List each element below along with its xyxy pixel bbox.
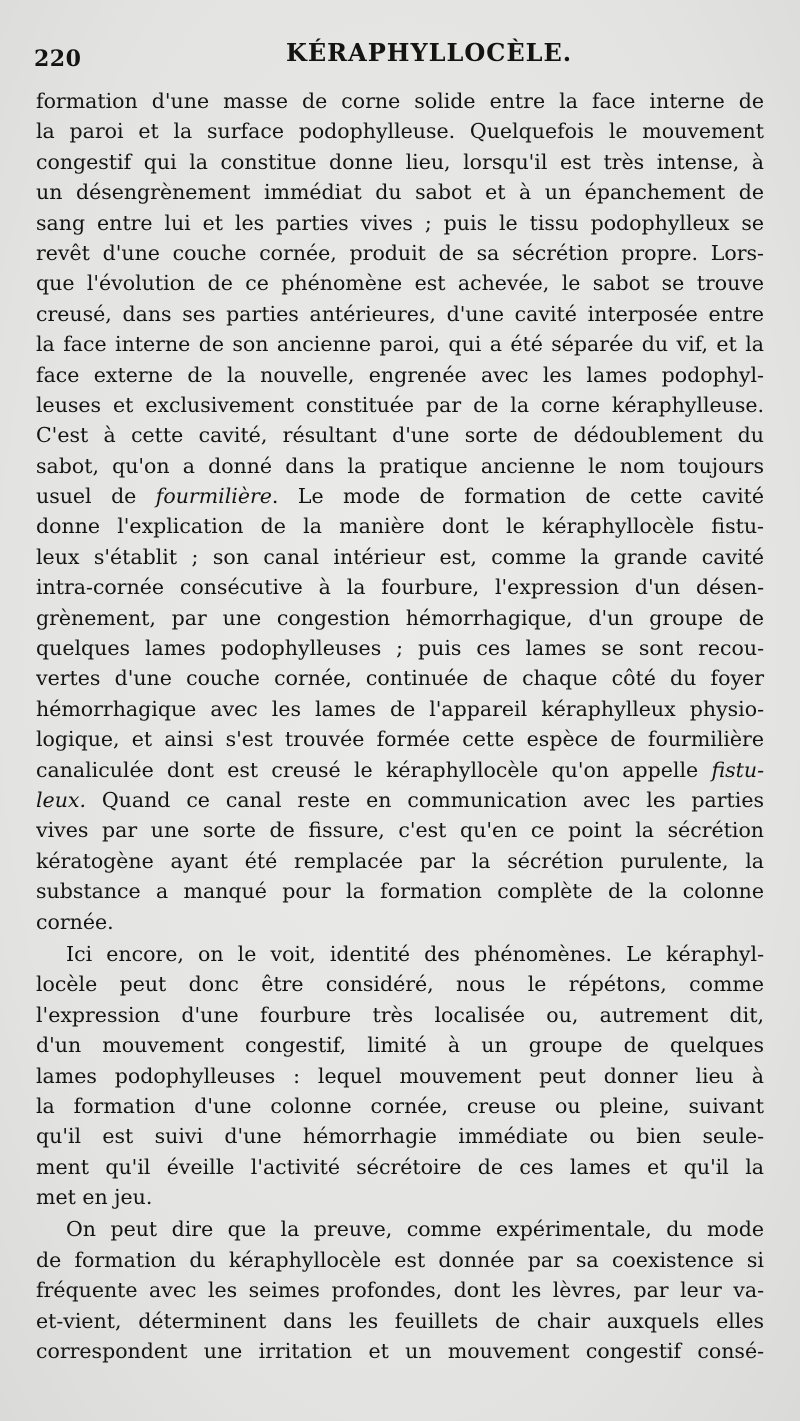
text-line: un désengrènement immédiat du sabot et à un épanchement de: [36, 180, 764, 205]
text-line: formation d'une masse de corne solide entre la face interne de: [36, 89, 764, 113]
page-header: [34, 32, 764, 72]
text-line: substance a manqué pour la formation complète de la colonne: [36, 879, 764, 904]
paragraph: [36, 86, 764, 937]
text-line: hémorrhagique avec les lames de l'appareil kéraphylleux physio-: [36, 696, 764, 721]
text-line: canaliculée dont est creusé le kéraphyllocèle qu'on appelle fistu-: [36, 757, 764, 782]
text-line: logique, et ainsi s'est trouvée formée cette espèce de fourmilière: [36, 727, 764, 752]
text-line: vives par une sorte de fissure, c'est qu'en ce point la sécrétion: [36, 818, 764, 843]
text-line: et-vient, déterminent dans les feuillets de chair auxquels elles: [36, 1308, 764, 1333]
body-text: [36, 86, 764, 1366]
text-line: On peut dire que la preuve, comme expérimentale, du mode: [66, 1217, 764, 1242]
text-line: intra-cornée consécutive à la fourbure, l'expression d'un désen-: [36, 575, 764, 600]
text-line: creusé, dans ses parties antérieures, d'une cavité interposée entre: [36, 301, 764, 326]
text-line: locèle peut donc être considéré, nous le répétons, comme: [36, 972, 764, 997]
text-line: donne l'explication de la manière dont le kéraphyllocèle fistu-: [36, 514, 764, 539]
text-line: congestif qui la constitue donne lieu, lorsqu'il est très intense, à: [36, 149, 764, 174]
text-line: leux s'établit ; son canal intérieur est, comme la grande cavité: [36, 544, 764, 569]
text-line: leuses et exclusivement constituée par de la corne kéraphylleuse.: [36, 392, 764, 417]
text-line: l'expression d'une fourbure très localisée ou, autrement dit,: [36, 1002, 764, 1027]
text-line: ment qu'il éveille l'activité sécrétoire de ces lames et qu'il la: [36, 1154, 764, 1179]
text-line: sang entre lui et les parties vives ; puis le tissu podophylleux se: [36, 210, 764, 235]
running-title: KÉRAPHYLLOCÈLE.: [286, 38, 573, 67]
text-line: cornée.: [36, 909, 114, 934]
text-line: la formation d'une colonne cornée, creuse ou pleine, suivant: [36, 1093, 764, 1118]
text-line: de formation du kéraphyllocèle est donnée par sa coexistence si: [36, 1247, 764, 1272]
text-line: la paroi et la surface podophylleuse. Quelquefois le mouvement: [36, 119, 764, 144]
text-line: fréquente avec les seimes profondes, dont les lèvres, par leur va-: [36, 1278, 764, 1303]
text-line: lames podophylleuses : lequel mouvement peut donner lieu à: [36, 1063, 764, 1088]
text-line: d'un mouvement congestif, limité à un groupe de quelques: [36, 1033, 764, 1058]
text-line: correspondent une irritation et un mouvement congestif consé-: [36, 1339, 764, 1364]
text-line: qu'il est suivi d'une hémorrhagie immédiate ou bien seule-: [36, 1124, 764, 1149]
text-line: revêt d'une couche cornée, produit de sa sécrétion propre. Lors-: [36, 240, 764, 265]
text-line: C'est à cette cavité, résultant d'une sorte de dédoublement du: [36, 423, 764, 448]
text-line: kératogène ayant été remplacée par la sécrétion purulente, la: [36, 848, 764, 873]
page-number: 220: [34, 46, 82, 72]
text-line: que l'évolution de ce phénomène est achevée, le sabot se trouve: [36, 271, 764, 296]
paragraph: [36, 1214, 764, 1366]
text-line: la face interne de son ancienne paroi, qui a été séparée du vif, et la: [36, 332, 764, 357]
paragraph: [36, 939, 764, 1213]
text-line: grènement, par une congestion hémorrhagique, d'un groupe de: [36, 605, 764, 630]
text-line: face externe de la nouvelle, engrenée avec les lames podophyl-: [36, 362, 764, 387]
text-line: vertes d'une couche cornée, continuée de chaque côté du foyer: [36, 666, 764, 691]
text-line: leux. Quand ce canal reste en communication avec les parties: [36, 787, 764, 812]
text-line: met en jeu.: [36, 1185, 153, 1210]
text-line: usuel de fourmilière. Le mode de formation de cette cavité: [36, 484, 764, 509]
text-line: quelques lames podophylleuses ; puis ces lames se sont recou-: [36, 636, 764, 661]
text-line: sabot, qu'on a donné dans la pratique ancienne le nom toujours: [36, 453, 764, 478]
text-line: Ici encore, on le voit, identité des phénomènes. Le kéraphyl-: [66, 941, 764, 966]
